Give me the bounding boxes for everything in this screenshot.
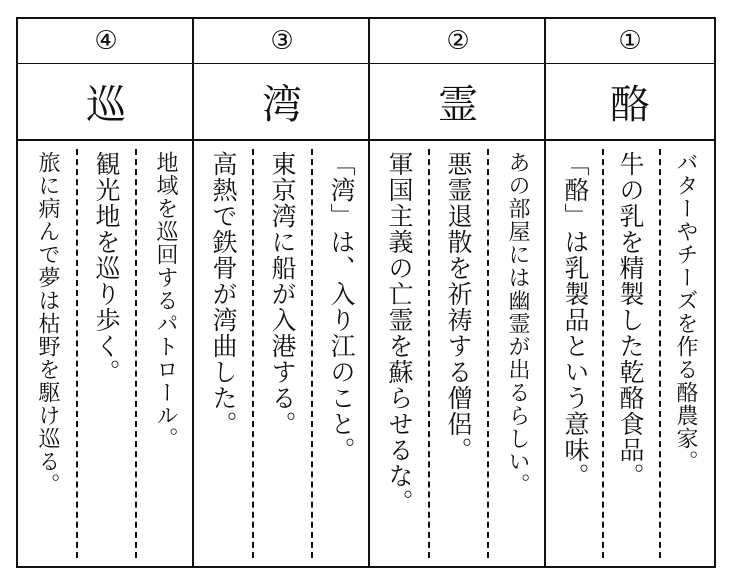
sentence-line: 軍国主義の亡霊を蘇らせるな。 xyxy=(385,151,414,515)
column-number: ② xyxy=(370,19,546,64)
sentence-line: 東京湾に船が入港する。 xyxy=(268,151,297,437)
example-sentences xyxy=(18,141,194,566)
column-number: ④ xyxy=(18,19,194,64)
example-sentences xyxy=(546,141,714,566)
example-sentences xyxy=(370,141,546,566)
sentence-line: バターやチーズを作る酪農家。 xyxy=(673,151,698,473)
sentence-line: 牛の乳を精製した乾酪食品。 xyxy=(616,151,645,489)
sentence-line: 地域を巡回するパトロール。 xyxy=(153,151,178,450)
column-kanji: 湾 xyxy=(194,63,370,141)
column-kanji: 巡 xyxy=(18,63,194,141)
column-number: ③ xyxy=(194,19,370,64)
column-kanji: 酪 xyxy=(546,63,714,141)
sentence-line: 高熱で鉄骨が湾曲した。 xyxy=(209,151,238,437)
kanji-worksheet-table xyxy=(16,17,716,568)
column-1 xyxy=(546,19,714,566)
sentence-line: 観光地を巡り歩く。 xyxy=(92,151,121,385)
sentence-line: 「湾」は、入り江のこと。 xyxy=(327,151,356,463)
sentence-line: 「酪」は乳製品という意味。 xyxy=(561,151,590,489)
column-kanji: 霊 xyxy=(370,63,546,141)
sentence-line: あの部屋には幽霊が出るらしい。 xyxy=(505,151,530,496)
column-4 xyxy=(18,19,194,566)
sentence-line: 旅に病んで夢は枯野を駆け巡る。 xyxy=(35,151,60,496)
sentence-line: 悪霊退散を祈祷する僧侶。 xyxy=(444,151,473,463)
column-number: ① xyxy=(546,19,714,64)
example-sentences xyxy=(194,141,370,566)
column-2 xyxy=(370,19,546,566)
column-3 xyxy=(194,19,370,566)
